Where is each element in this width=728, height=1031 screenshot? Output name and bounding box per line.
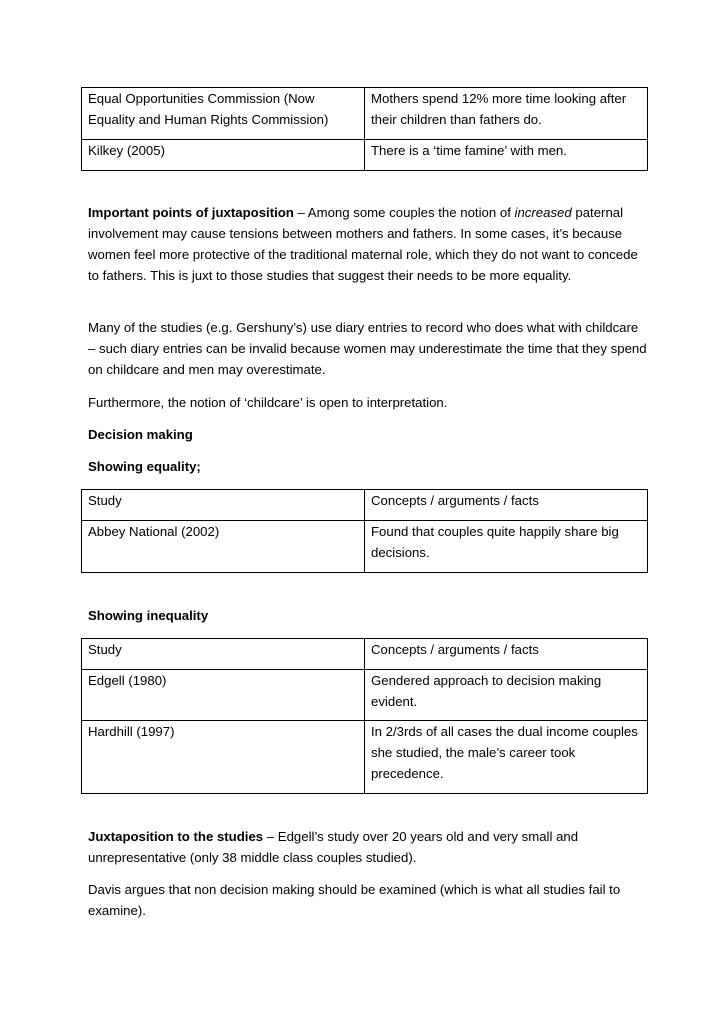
table-row bbox=[82, 721, 648, 794]
table-header-cell: Study bbox=[82, 639, 365, 670]
table-cell: In 2/3rds of all cases the dual income couples she studied, the male’s career took precedence. bbox=[365, 721, 648, 794]
juxtaposition-studies-text: – Edgell’s study over 20 years old and very small and unrepresentative (only 38 middle class couples studied). bbox=[88, 829, 579, 865]
decision-making-heading: Decision making bbox=[88, 427, 193, 442]
showing-equality-heading: Showing equality; bbox=[88, 459, 201, 474]
table-cell: Hardhill (1997) bbox=[82, 721, 365, 794]
table-opportunities bbox=[81, 87, 648, 171]
table-cell: Kilkey (2005) bbox=[82, 140, 365, 171]
table-inequality bbox=[81, 638, 648, 794]
table-cell: Found that couples quite happily share big decisions. bbox=[365, 521, 648, 573]
table-equality bbox=[81, 489, 648, 573]
table-cell: Gendered approach to decision making evident. bbox=[365, 670, 648, 721]
table-cell: Abbey National (2002) bbox=[82, 521, 365, 573]
table-header-cell: Concepts / arguments / facts bbox=[365, 639, 648, 670]
juxtaposition-italic: increased bbox=[514, 205, 572, 220]
table-header-cell: Study bbox=[82, 490, 365, 521]
showing-inequality-heading: Showing inequality bbox=[88, 608, 209, 623]
table-row bbox=[82, 490, 648, 521]
juxtaposition-studies-heading: Juxtaposition to the studies bbox=[88, 829, 264, 844]
juxtaposition-heading: Important points of juxtaposition bbox=[88, 205, 294, 220]
table-cell: Edgell (1980) bbox=[82, 670, 365, 721]
juxtaposition-paragraph bbox=[88, 202, 648, 286]
table-row bbox=[82, 639, 648, 670]
table-row bbox=[82, 88, 648, 140]
table-row bbox=[82, 670, 648, 721]
table-header-cell: Concepts / arguments / facts bbox=[365, 490, 648, 521]
table-cell: Equal Opportunities Commission (Now Equality and Human Rights Commission) bbox=[82, 88, 365, 140]
juxtaposition-text-b: paternal involvement may cause tensions between mothers and fathers. In some cases, it’s because women feel more protective of the traditional maternal role, which they do not want to concede to fathers. This is juxt to those studies that suggest their needs to be more equality. bbox=[88, 205, 638, 283]
juxtaposition-studies-paragraph bbox=[88, 826, 648, 868]
childcare-paragraph: Furthermore, the notion of ‘childcare’ is open to interpretation. bbox=[88, 395, 448, 410]
table-row bbox=[82, 140, 648, 171]
davis-paragraph: Davis argues that non decision making should be examined (which is what all studies fail to examine). bbox=[88, 882, 621, 918]
table-cell: There is a ‘time famine’ with men. bbox=[365, 140, 648, 171]
table-row bbox=[82, 521, 648, 573]
diary-paragraph: Many of the studies (e.g. Gershuny’s) use diary entries to record who does what with childcare – such diary entries can be invalid because women may underestimate the time that they spend on childcare and men may overestimate. bbox=[88, 320, 647, 377]
juxtaposition-text-a: – Among some couples the notion of bbox=[293, 205, 515, 220]
table-cell: Mothers spend 12% more time looking after their children than fathers do. bbox=[365, 88, 648, 140]
